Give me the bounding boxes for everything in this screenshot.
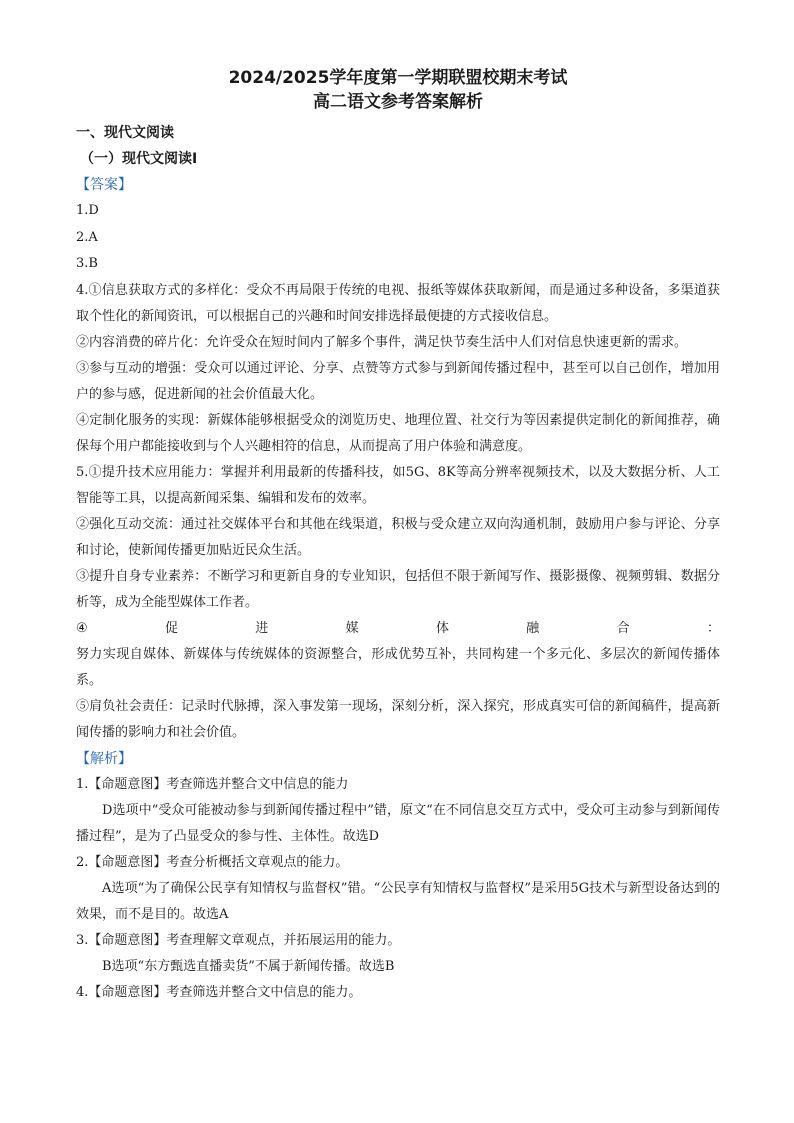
spread-char: 体 (435, 621, 449, 637)
analysis-1-body: D选项中“受众可能被动参与到新闻传播过程中”错，原文“在不同信息交互方式中，受众可主动参与到新闻传播过程”，是为了凸显受众的参与性、主体性。故选D (76, 803, 720, 845)
answer-5-point-2: ②强化互动交流：通过社交媒体平台和其他在线渠道，积极与受众建立双向沟通机制，鼓励用户参与评论、分享和讨论，使新闻传播更加贴近民众生活。 (76, 517, 720, 559)
document-title: 2024/2025学年度第一学期联盟校期末考试 (228, 68, 568, 88)
answers-tag: 【答案】 (76, 177, 132, 193)
analysis-2-body: A选项“为了确保公民享有知情权与监督权”错。“公民享有知情权与监督权”是采用5G技术与新型设备达到的效果，而不是目的。故选A (76, 881, 720, 923)
answer-2: 2.A (76, 229, 98, 245)
analysis-4-heading: 4.【命题意图】考查筛选并整合文中信息的能力。 (76, 985, 362, 1001)
analysis-2-heading: 2.【命题意图】考查分析概括文章观点的能力。 (76, 855, 349, 871)
analysis-1-heading: 1.【命题意图】考查筛选并整合文中信息的能力 (76, 777, 349, 793)
spread-char: 合 (616, 621, 630, 637)
spread-char: ④ (76, 621, 88, 637)
document-subtitle: 高二语文参考答案解析 (313, 92, 483, 112)
analysis-3-heading: 3.【命题意图】考查理解文章观点，并拓展运用的能力。 (76, 933, 401, 949)
answer-5-point-5: ⑤肩负社会责任：记录时代脉搏，深入事发第一现场，深刻分析，深入探究，形成真实可信的新闻稿件，提高新闻传播的影响力和社会价值。 (76, 699, 720, 741)
analysis-3-body: B选项“东方甄选直播卖货”不属于新闻传播。故选B (102, 959, 395, 975)
answer-5-point-1: 5.①提升技术应用能力：掌握并利用最新的传播科技，如5G、8K等高分辨率视频技术，以及大数据分析、人工智能等工具，以提高新闻采集、编辑和发布的效率。 (76, 465, 720, 507)
answer-5-point-3: ③提升自身专业素养：不断学习和更新自身的专业知识，包括但不限于新闻写作、摄影摄像、视频剪辑、数据分析等，成为全能型媒体工作者。 (76, 569, 720, 611)
analysis-tag: 【解析】 (76, 751, 132, 768)
section-heading: 一、现代文阅读 (76, 125, 174, 141)
spread-char: 进 (255, 621, 269, 637)
answer-4-point-3: ③参与互动的增强：受众可以通过评论、分享、点赞等方式参与到新闻传播过程中，甚至可以自己创作，增加用户的参与感，促进新闻的社会价值最大化。 (76, 361, 720, 403)
answer-4-point-1: 4.①信息获取方式的多样化：受众不再局限于传统的电视、报纸等媒体获取新闻，而是通过多种设备，多渠道获取个性化的新闻资讯，可以根据自己的兴趣和时间安排选择最便捷的方式接收信息。 (76, 283, 720, 325)
document-page (76, 66, 720, 1006)
answer-1: 1.D (76, 203, 99, 218)
answer-5-point-4-heading (76, 616, 720, 642)
subsection-heading: （一）现代文阅读Ⅰ (80, 151, 198, 167)
spread-char: 媒 (345, 621, 359, 637)
answer-5-point-4-body: 努力实现自媒体、新媒体与传统媒体的资源整合，形成优势互补，共同构建一个多元化、多层次的新闻传播体系。 (76, 647, 720, 689)
spread-char: ： (706, 621, 720, 637)
answer-4-point-4: ④定制化服务的实现：新媒体能够根据受众的浏览历史、地理位置、社交行为等因素提供定制化的新闻推荐，确保每个用户都能接收到与个人兴趣相符的信息，从而提高了用户体验和满意度。 (76, 413, 720, 455)
answer-3: 3.B (76, 256, 98, 272)
answer-4-point-2: ②内容消费的碎片化：允许受众在短时间内了解多个事件，满足快节奏生活中人们对信息快速更新的需求。 (76, 335, 688, 351)
spread-char: 融 (526, 621, 540, 637)
spread-char: 促 (164, 621, 178, 637)
